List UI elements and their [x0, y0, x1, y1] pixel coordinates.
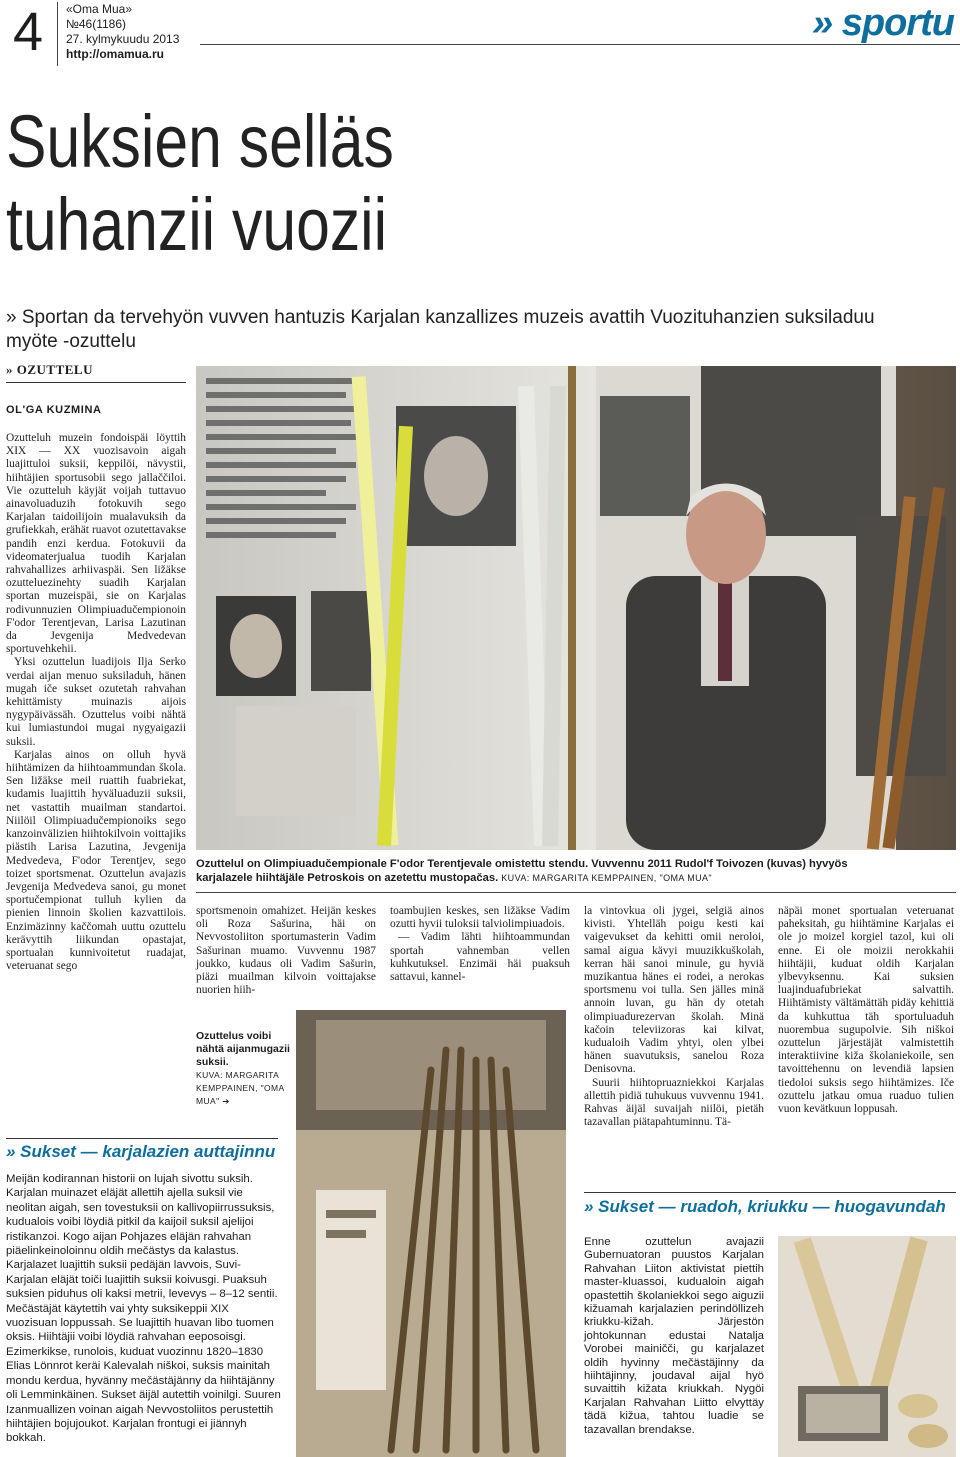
paper-url[interactable]: http://omamua.ru: [66, 47, 164, 61]
caption-text: Ozuttelul on Olimpiuadučempionale F'odor Terentjevale omistettu stendu. Vuvvennu 2011 Rudol'f Toivozen (kuvas) hyvyös karjalazele hiihtäjäle Petroskois on azetettu mustopačas.: [196, 858, 848, 884]
article-column-4: [584, 905, 764, 1129]
article-paragraph: — Vadim lähti hiihtoammundan sportah vahnemban vellen kuhkutuksel. Enzimäi häi puaksuh sattavui, kannel-: [390, 931, 570, 984]
sidebar-text-kriukku: Enne ozuttelun avajazii Gubernuatoran puustos Karjalan Rahvahan Liiton aktivistat piettih master-kluassoi, kudualoin aigah opastettih školaniekkoi sego aiguzii kižuamah karjalazien perindöllizeh kriukku-kižah. Järjestön johtokunnan edustai Natalja Vorobei mainičči, gu karjalazet oldih hyvinny mečästäjinny da hiihtäjinny, joudaval aijal hyö suvaittih kižata kriukkah. Nygöi Karjalan Rahvahan Liitto elvyttäy tädä kižua, tahtou luadie se tazavallan brendakse.: [584, 1236, 764, 1436]
byline: OL'GA KUZMINA: [6, 404, 102, 416]
caption-text: Ozuttelus voibi nähtä aijanmugazii suksii.: [196, 1030, 290, 1068]
masthead: [57, 2, 199, 66]
subheading-skis-helpers: » Sukset — karjalazien auttajinnu: [6, 1138, 278, 1164]
kriukku-photo: [778, 1236, 956, 1457]
article-column-1: [6, 432, 186, 973]
issue-number: №46(1186): [66, 17, 127, 31]
article-paragraph: Karjalas ainos on olluh hyvä hiihtämizen da hiihtoammundan škola. Sen ližäkse meil ruattih fuabriekat, kudamis luajittih hyväluaduzii suksii, net vastattih muailman standartoi. Niilöil Olimpiuadučempionoiks sego kanzoinvälizien hiihtokilvoin voittajiks piästih Larisa Lazutina, Jevgenija Medvedeva, F'odor Terentjev, sego toizet sportsmenat. Ozuttelun avajazis Jevgenija Medvedeva sanoi, gu monet sportučempionat tulluh kylien da pienien linnoin školien kazvattilois. Enzimäzinny kaččomah uuttu ozuttelu kerävyttih liikundan opastajat, sportualan kunnivoitetut ruadajat, veteruanat sego: [6, 748, 186, 973]
sidebar-text-skis-history: Meijän kodirannan historii on lujah sivottu suksih. Karjalan muinazet eläjät allettih ajella suksil vie neolitan aigah, sen tovestuksii on kallivopiirrussuksis, kudualois voibi löydiä pitkil da kaijoil suksil ajelijoi ristikanzoi. Kogo aijan Pohjazes eläjän rahvahan piäelinkeinoloinnu oldih mečästys da kalastus. Karjalazet luajittih suksii pedäjän lavvois, Suvi-Karjalan eläjät toiči luajittih suksii koivusgi. Puaksuh suksien piduhus oli kaksi metrii, levevys – 8–12 sentii. Mečästäjät käytettih vai yhty suksikeppii XIX vuozisuan loppussah. Se luajittih huavan libo tuomen oksis. Hiihtäjii voibi löydiä rahvahan eeposoisgi. Ezimerkikse, runolois, kuduat vuozinnu 1820–1830 Elias Lönnrot keräi Kalevalah niškoi, suksis mainitah mondu kerdua, hyvänny mečästäjänny da hiihtäjänny oli Lemminkäinen. Sukset äijäl autettih voinilgi. Suuren Izanmuallizen voinan aigah Nevvostoliitos perustettih hiihtäjien bojujoukot. Karjalan frontugi ei jiännyh bokkah.: [6, 1173, 281, 1445]
headline-line-2: tuhanzii vuozii: [6, 183, 388, 266]
headline: [6, 100, 744, 266]
article-column-3: [390, 905, 570, 984]
article-column-5: [778, 905, 954, 1116]
arrow-right-icon: ➔: [222, 1097, 230, 1107]
antique-skis-illustration: [296, 1010, 566, 1457]
headline-line-1: Suksien selläs: [6, 100, 394, 183]
article-paragraph: la vintovkua oli jygei, selgiä ainos kivisti. Yhtelläh poigu kesti kai vaigevukset da kehitti omii neroloi, samal aigua kävyi muuzikkuškolah, kerran häi sanoi minule, gu hyviä muzikantua hänes ei rodei, a nerokas sportsmenu voi tulla. Sen jälles minä annoin luvan, gu hän dy otetah olimpiuadurezervan školah. Minä kačoin televiizoras kai kilvat, kudualoih Vadim yhtyi, olen ylbei hänen suavutuksis, sanelou Roza Denisovna.: [584, 905, 764, 1076]
subheading-kriukku: » Sukset — ruadoh, kriukku — huogavundah: [584, 1192, 956, 1222]
main-photo: [196, 366, 956, 850]
photo-credit: KUVA: MARGARITA KEMPPAINEN, "OMA MUA": [501, 873, 713, 883]
page-number: 4: [12, 2, 44, 62]
paper-name: «Oma Mua»: [66, 2, 133, 16]
article-paragraph: Ozutteluh muzein fondoispäi löyttih XIX — XX vuozisavoin aigah luajittuloi suksii, keppilöi, nävystii, hiihtäjien sportusobii sego jallaččiloi. Vie ozutteluh käyjät voijah tuttavuo ainavoluaduzih fotokuvih sego Karjalan taidoilijoin mualavuksih da grufiekkah, erähät ruavot ozutettavakse pandih enzi kerdua. Fotokuvii da videomaterjualua tuodih Karjalan rahvahallizes arhiivaspäi. Sen ližäkse ozutteluezinehty suadih Karjalan sportan muzeispäi, sie on Karjalas rodivunnuzien Olimpiuadučempionoin F'odor Terentjevan, Larisa Lazutinan da Jevgenija Medvedevan sportuvehkehii.: [6, 432, 186, 656]
article-paragraph: toambujien keskes, sen ližäkse Vadim ozutti hyvii tuloksii talviolimpiuadois.: [390, 905, 570, 931]
issue-date: 27. kylmykuudu 2013: [66, 32, 180, 46]
main-photo-caption: [196, 857, 896, 885]
kicker: » OZUTTELU: [6, 362, 93, 377]
article-paragraph: sportsmenoin omahizet. Heijän keskes oli Roza Sašurina, häi on Nevvostoliiton sportumasterin Vadim Sašurinan muamo. Vuvvennu 1987 joukko, kudaus oli Vadim Sašurin, piäzi muailman kilvoin voittajakse nuorien hiih-: [196, 905, 376, 997]
article-paragraph: Suurii hiihtopruazniekkoi Karjalas allettih pidiä tuhukuus vuvvennu 1941. Rahvas äijäl suvaijah niilöi, pietäh tazavallan piätapahtuminnu. Tä-: [584, 1076, 764, 1129]
kicker-rule: [6, 382, 186, 383]
standfirst: » Sportan da tervehyön vuvven hantuzis Karjalan kanzallizes muzeis avattih Vuozituhanzien suksiladuu myöte -ozuttelu: [6, 307, 875, 352]
skis-photo-caption: [196, 1030, 292, 1109]
skis-photo: [296, 1010, 566, 1457]
article-paragraph: Yksi ozuttelun luadijois Ilja Serko verdai aijan menuo suksiladuh, hänen mugah iče sukset ozutetah rahvahan kehittämisty muinazis aijois nygypäivässäh. Ozuttelus voibi nähtä kui lumiastundoi mugai nygyaigazii suksii.: [6, 656, 186, 748]
caption-rule: [196, 892, 956, 893]
museum-exhibit-illustration: [196, 366, 956, 850]
article-column-2: [196, 905, 376, 997]
article-paragraph: näpäi monet sportualan veteruanat paheksitah, gu hiihtämine Karjalas ei ole jo moizel korgiel tazol, kui oli enne. Ei ole moizii nerokkahii hiihtäjii, kuduat oldih Karjalan ylbevyksennu. Kai suksien luajinduafubriekat salvattih. Hiihtämisty vältämättäh pidäy kehittiä da kuhkuttua täh sportuluaduh nuorembua sugupolvie. Sih niškoi ozuttelun järjestäjät valmistettih interaktiivine kiža školaniekoile, sen tavoittehennu on levendiä lapsien tiedoloi suksis sego hiihtämizes. Iče ozuttelu jatkau omua ruaduo tulien vuon kevätkuun loppusah.: [778, 905, 954, 1116]
kriukku-game-illustration: [778, 1236, 956, 1457]
photo-credit: KUVA: MARGARITA KEMPPAINEN, "OMA MUA" ➔: [196, 1070, 285, 1107]
section-title: » sportu: [812, 2, 954, 44]
